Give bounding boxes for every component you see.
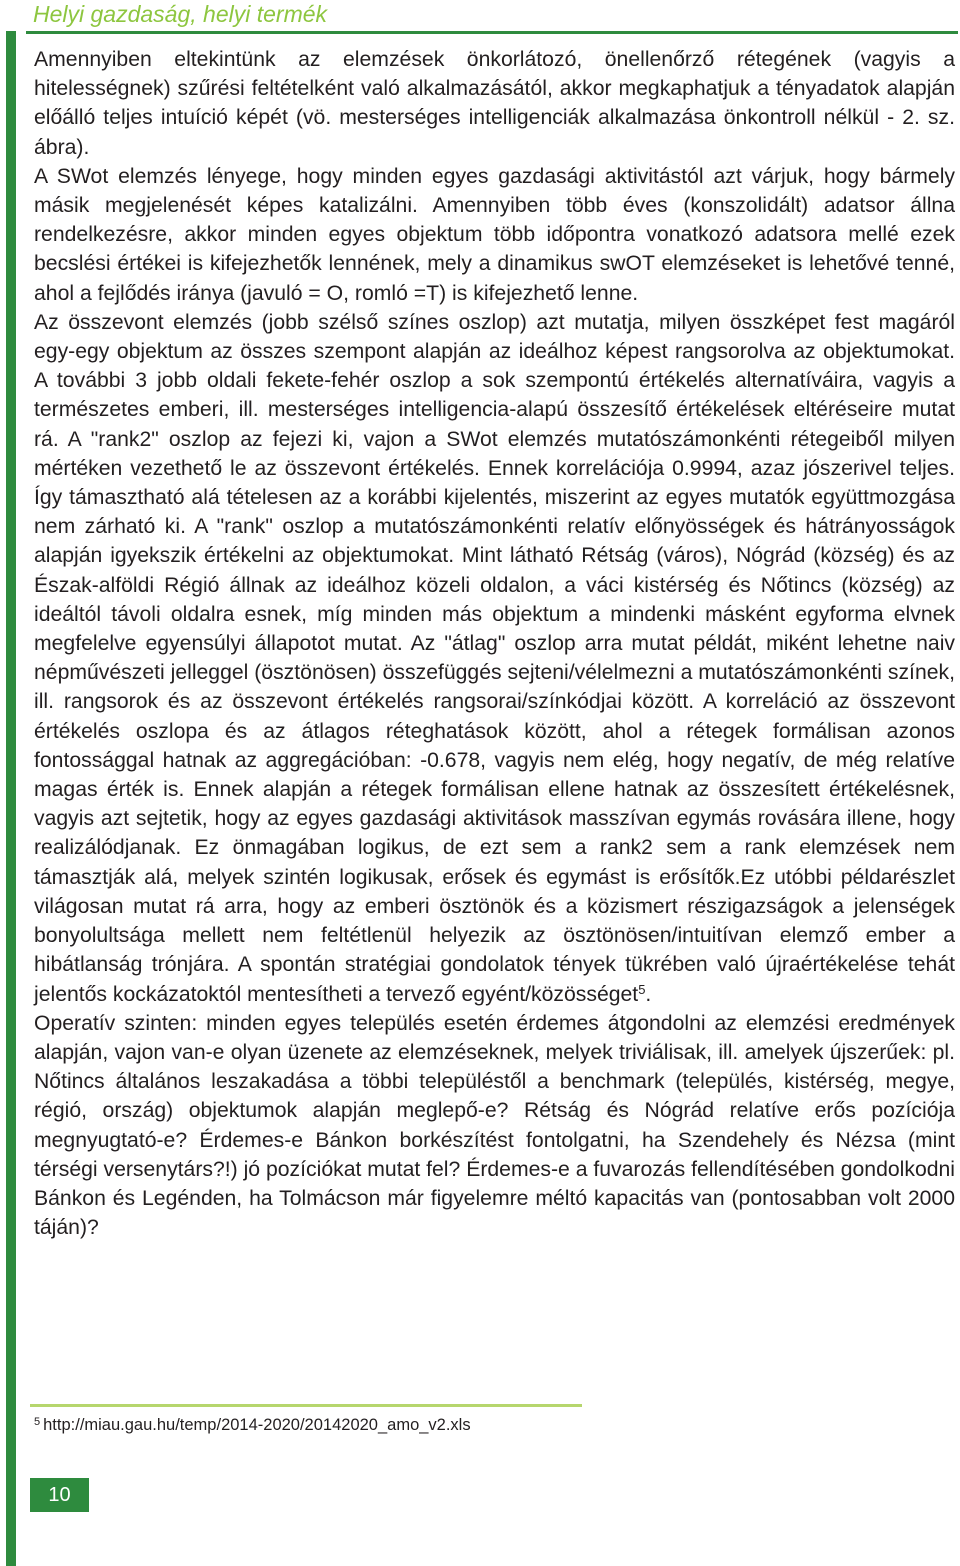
paragraph-1: Amennyiben eltekintünk az elemzések önkorlátozó, önellenőrző rétegének (vagyis a hitelességnek) szűrési feltételként való alkalmazásától, akkor megkaphatjuk a tényadatok alapján előálló teljes intuíció képét (vö. mesterséges intelligenciák alkalmazása önkontroll nélkül - 2. sz. ábra). (34, 48, 955, 159)
paragraph-3 (34, 308, 955, 1009)
paragraph-2: A SWot elemzés lényege, hogy minden egyes gazdasági aktivitástól azt várjuk, hogy bármely másik megjelenését képes katalizálni. Amennyiben több éves (konszolidált) adatsor állna rendelkezésre, akkor minden egyes objektum több időpontra vonatkozó adatsora mellé ezek becslési értékei is kifejezhetők lennének, mely a dinamikus swOT elemzéseket is lehetővé tenné, ahol a fejlődés iránya (javuló = O, romló =T) is kifejezhető lenne. (34, 164, 955, 305)
page-number-badge: 10 (30, 1478, 89, 1512)
running-header-title: Helyi gazdaság, helyi termék (33, 1, 328, 27)
footnote (34, 1414, 471, 1436)
header-divider (26, 31, 958, 34)
footnote-reference[interactable]: 5 (638, 981, 646, 997)
footnote-divider (30, 1404, 582, 1407)
paragraph-4: Operatív szinten: minden egyes település esetén érdemes átgondolni az elemzési eredmények alapján, vajon van-e olyan üzenete az elemzéseknek, melyek triviálisak, ill. amelyek újszerűek: pl. Nőtincs általános leszakadása a többi településtől a benchmark (település, kistérség, megye, régió, ország) objektumok alapján meglepő-e? Rétság és Nógrád relatíve erős pozíciója megnyugtató-e? Érdemes-e Bánkon borkészítést fontolgatni, ha Szendehely és Nézsa (mint térségi versenytárs?!) jó pozíciókat mutat fel? Érdemes-e a fuvarozás fellendítésében gondolkodni Bánkon és Legénden, ha Tolmácson már figyelemre méltó kapacitás van (pontosabban volt 2000 táján)? (34, 1011, 955, 1240)
footnote-number: 5 (34, 1416, 41, 1428)
paragraph-3-end: . (645, 982, 652, 1006)
paragraph-3-text: Az összevont elemzés (jobb szélső színes oszlop) azt mutatja, milyen összképet fest magáról egy-egy objektum az összes szempont alapján az ideálhoz képest rangsorolva az objektumokat. A további 3 jobb oldali fekete-fehér oszlop a sok szempontú értékelés alternatíváira, vagyis a természetes emberi, ill. mesterséges intelligencia-alapú összesítő értékelések eltéréseire mutat rá. A "rank2" oszlop az fejezi ki, vajon a SWot elemzés mutatószámonkénti rétegeiből milyen mértéken vezethető le az összevont értékelés. Ennek korrelációja 0.9994, azaz jószerivel teljes. Így támasztható alá tételesen az a korábbi kijelentés, miszerint az egyes mutatók együttmozgása nem zárható ki. A "rank" oszlop a mutatószámonkénti relatív előnyösségek és hátrányosságok alapján igyekszik értékelni az objektumokat. Mint látható Rétság (város), Nógrád (község) és az Észak-alföldi Régió állnak az ideálhoz közeli oldalon, a váci kistérség és Nőtincs (község) az ideáltól távoli oldalra esnek, míg minden más objektum a mindenki másként egyforma elvnek megfelelve egyensúlyi állapotot mutat. Az "átlag" oszlop arra mutat példát, miként lehetne naiv népművészeti jelleggel (ösztönösen) összefüggés sejteni/vélelmezni a mutatószámonkénti színek, ill. rangsorok és az összevont értékelés rangsorai/színkódjai között. A korreláció az összevont értékelés oszlopa és az átlagos réteghatások között, ahol a rétegek formálisan azonos fontossággal hatnak az aggregációban: -0.678, vagyis nem elég, hogy negatív, de még relatíve magas érték is. Ennek alapján a rétegek formálisan ellene hatnak az összesített értékelésnek, vagyis azt sejtetik, hogy az egyes gazdasági aktivitások masszívan egymás rovására illene, hogy realizálódjanak. Ez önmagában logikus, de ezt sem a rank2 sem a rank elemzések nem támasztják alá, melyek szintén logikusak, erősek és egymást is erősítők.Ez utóbbi példarészlet világosan mutat rá arra, hogy az emberi ösztönök és a közismert részigazságok a jelenségek bonyolultsága mellett nem feltétlenül helyezik az ösztönösen/intuitívan elemző ember a hibátlanság trónjára. A spontán stratégiai gondolatok tények tükrében való újraértékelése tehát jelentős kockázatoktól mentesítheti a tervező egyént/közösséget (34, 310, 955, 1006)
main-text (34, 45, 955, 1242)
left-margin-bar (6, 31, 16, 1566)
footnote-link[interactable]: http://miau.gau.hu/temp/2014-2020/20142020_amo_v2.xls (43, 1416, 471, 1434)
